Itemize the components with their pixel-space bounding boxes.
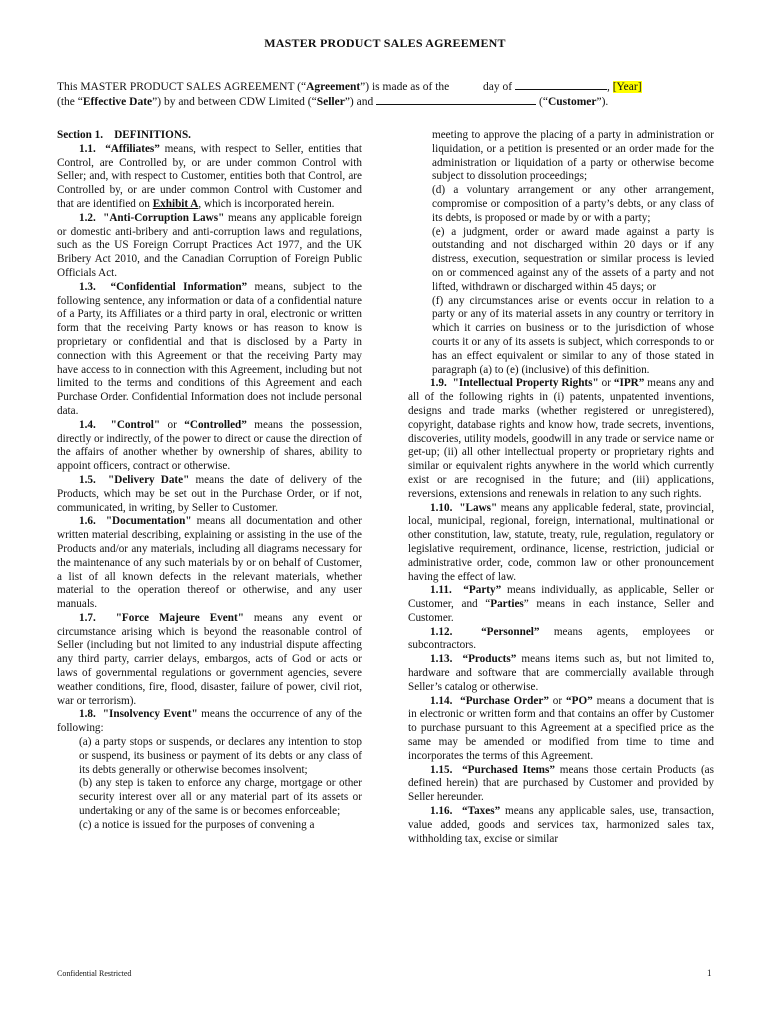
definition-1-7: 1.7. "Force Majeure Event" means any event or circumstance arising which is beyond the reasonable control of Seller (including but not limited to any industrial dispute affecting any third party, carrier delays, embargos, acts of God or acts or laws of governmental regulations or government agencies, severe weather conditions, fire, flood, disaster, failure of power, civil riot, war or terrorism). (57, 611, 362, 707)
month-blank[interactable] (515, 79, 607, 90)
definition-1-15: 1.15. “Purchased Items” means those certain Products (as defined herein) that are purchased by Customer and provided by Seller hereunder. (408, 763, 714, 804)
footer-confidential-label: Confidential Restricted (57, 969, 132, 978)
definition-1-12: 1.12. “Personnel” means agents, employees or subcontractors. (408, 625, 715, 652)
page-number: 1 (707, 968, 712, 978)
definition-1-3: 1.3. “Confidential Information” means, subject to the following sentence, any information or data of a confidential nature of a Party, its Affiliates or a third party in oral, electronic or written form that the receiving Party knows or has reason to know is proprietary or confidential and that is disclosed by a Party in connection with this Agreement or that the receiving Party may have access to in connection with this Agreement, including but not limited to the terms and conditions of this Agreement and each Purchase Order. Confidential Information does not include personal data. (57, 280, 362, 417)
left-column (57, 129, 362, 833)
customer-name-blank[interactable] (376, 94, 536, 105)
definition-1-14: 1.14. “Purchase Order” or “PO” means a document that is in electronic or written form and that contains an offer by Customer to purchase pursuant to this Agreement at a specified price as the same may be amended or modified from time to time and incorporates the terms of this Agreement. (408, 694, 715, 762)
intro-paragraph (57, 79, 717, 109)
list-item-d: (d) a voluntary arrangement or any other arrangement, compromise or composition of a party’s debts, or any class of its debts, is proposed or made by or with a party; (432, 184, 714, 224)
exhibit-a-link[interactable]: Exhibit A (152, 197, 199, 210)
intro-line-1: This MASTER PRODUCT SALES AGREEMENT (“Agreement”) is made as of the day of , [Year] (57, 81, 642, 93)
day-blank[interactable] (452, 80, 480, 90)
list-item-a: (a) a party stops or suspends, or declares any intention to stop or suspend, its business or payment of its debts or any class of its debts generally or otherwise becomes insolvent; (79, 736, 362, 776)
definition-1-10: 1.10. "Laws" means any applicable federal, state, provincial, local, municipal, regional, foreign, international, multinational or other constitution, law, statute, treaty, rule, regulation, regulatory or legislative requirement, ordinance, license, restriction, judicial or administrative order, code, common law or other pronouncement having the effect of law. (408, 501, 715, 583)
document-title: MASTER PRODUCT SALES AGREEMENT (264, 36, 506, 50)
definition-1-4: 1.4. "Control" or “Controlled” means the possession, directly or indirectly, of the power to direct or cause the direction of the affairs of another whether by ownership of shares, ability to appoint officers, contract or otherwise. (57, 418, 363, 473)
definition-1-5: 1.5. "Delivery Date" means the date of delivery of the Products, which may be set out in the Purchase Order, or if not, communicated, in writing, by Seller to Customer. (57, 473, 363, 514)
definition-1-11: 1.11. “Party” means individually, as applicable, Seller or Customer, and “Parties” means in each instance, Seller and Customer. (408, 584, 715, 624)
definition-1-6: 1.6. "Documentation" means all documentation and other written material describing, explaining or assisting in the use of the Products and/or any materials, including all diagrams necessary for the maintenance of any such materials by or on behalf of Customer, a list of all known defects in the relevant materials, whether material to the operation thereof or otherwise, and any user manuals. (57, 515, 363, 611)
section-heading: Section 1. DEFINITIONS. (57, 129, 191, 141)
definition-1-9: 1.9. "Intellectual Property Rights" or “IPR” means any and all of the following rights in (i) patents, unpatented inventions, designs and trade marks (whether registered or unregistered), copyright, database rights and know how, trade secrets, inventions, discoveries, utility models, goodwill in any trade or service name or get-up; (ii) all other intellectual property or proprietary rights and similar or equivalent rights anywhere in the world which currently exist or are recognised in the future; and (iii) applications, reversions, extensions and renewals in relation to any such rights. (408, 377, 714, 500)
definition-1-1: 1.1. “Affiliates” means, with respect to Seller, entities that Control, are Controlled by, or are under common Control with Seller; and, with respect to Customer, entities both that Control, are Controlled by, or are under common Control with Customer and that are identified on Exhibit A, which is incorporated herein. (57, 142, 363, 210)
definition-1-8: 1.8. "Insolvency Event" means the occurrence of any of the following: (57, 708, 362, 735)
year-placeholder[interactable]: [Year] (612, 81, 642, 93)
definition-1-13: 1.13. “Products” means items such as, but not limited to, hardware and software that are commercially available through Seller’s catalog or otherwise. (408, 653, 714, 693)
list-item-f: (f) any circumstances arise or events occur in relation to a party or any of its material assets in any country or territory in which it carries on business or to the jurisdiction of whose courts it or any of its assets is subject, which corresponds to or has an effect equivalent or similar to any of those stated in paragraph (a) to (e) (inclusive) of this definition. (432, 294, 714, 376)
definition-1-2: 1.2. "Anti-Corruption Laws" means any applicable foreign or domestic anti-bribery and anti-corruption laws and regulations, such as the US Foreign Corrupt Practices Act 1977, and the UK Bribery Act 2010, and the Canadian Corruption of Foreign Public Officials Act. (57, 211, 363, 279)
right-column (408, 129, 714, 846)
list-item-c-continued: meeting to approve the placing of a party in administration or liquidation, or a petition is presented or an order made for the administration or liquidation of a party or otherwise become subject to dissolution proceedings; (432, 129, 714, 183)
intro-line-2: (the “Effective Date”) by and between CDW Limited (“Seller”) and (“Customer”). (57, 96, 609, 108)
definition-1-16: 1.16. “Taxes” means any applicable sales, use, transaction, value added, goods and services tax, harmonized sales tax, withholding tax, excise or similar (408, 805, 715, 845)
list-item-c: (c) a notice is issued for the purposes of convening a (79, 818, 315, 831)
list-item-b: (b) any step is taken to enforce any charge, mortgage or other security interest over all or any material part of its assets or undertaking or any of the same is or becomes enforceable; (79, 777, 362, 818)
list-item-e: (e) a judgment, order or award made against a party is outstanding and not discharged within 20 days or if any distress, execution, sequestration or similar process is levied on or commenced against any of the assets of a party and not lifted, withdrawn or discharged within 45 days; or (432, 225, 714, 293)
